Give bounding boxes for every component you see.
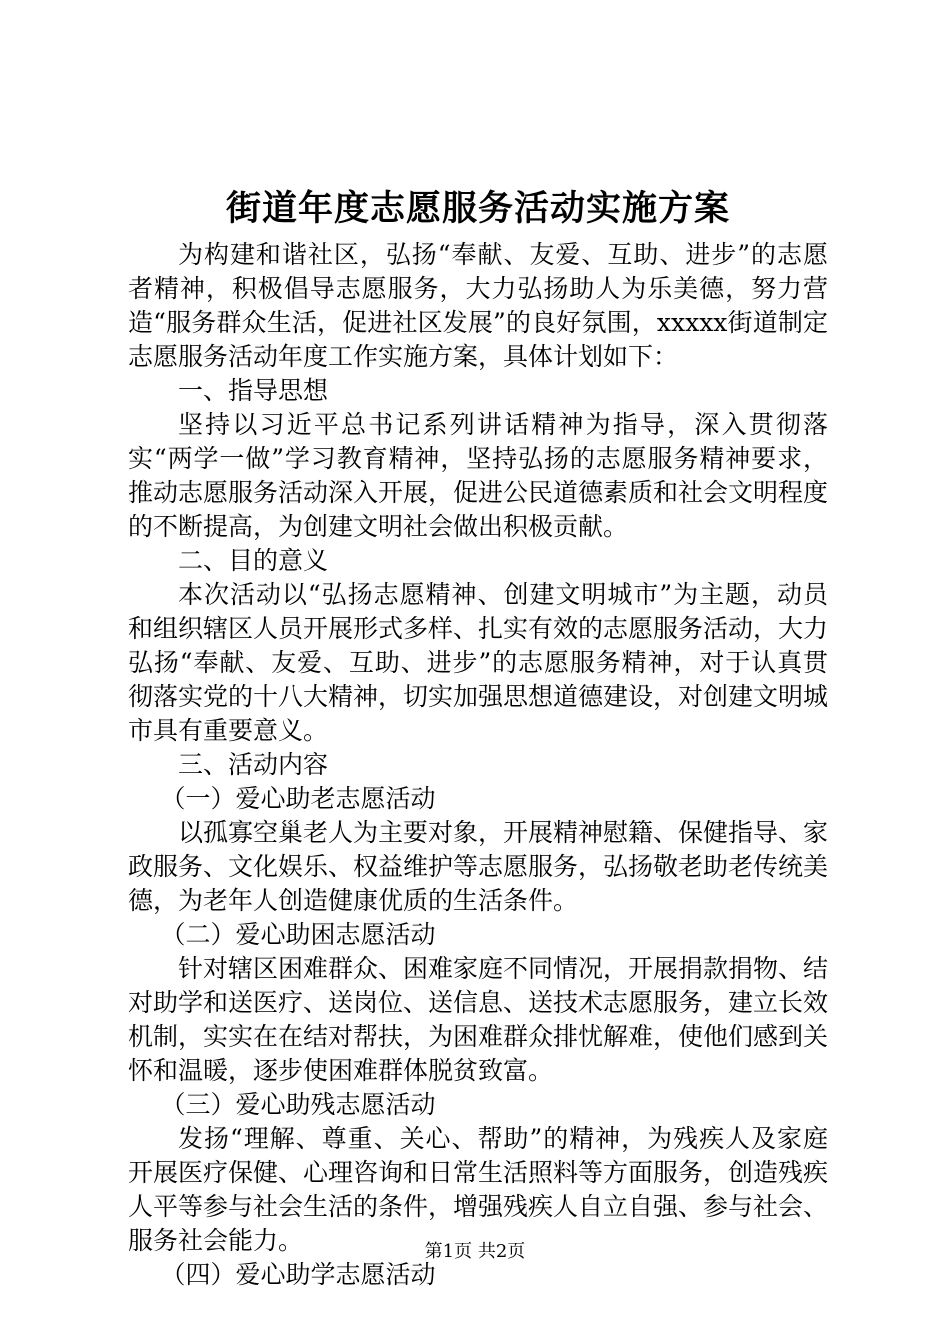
intro-paragraph: 为构建和谐社区，弘扬“奉献、友爱、互助、进步”的志愿者精神，积极倡导志愿服务，大力弘扬助人为乐美德，努力营造“服务群众生活，促进社区发展”的良好氛围，xxxxx街道制定志愿服务活动年度工作实施方案，具体计划如下： <box>128 240 828 371</box>
subsection-paragraph-disabled: 发扬“理解、尊重、关心、帮助”的精神，为残疾人及家庭开展医疗保健、心理咨询和日常生活照料等方面服务，创造残疾人平等参与社会生活的条件，增强残疾人自立自强、参与社会、服务社会能力。 <box>128 1124 829 1255</box>
document-body <box>128 238 828 1292</box>
page-footer: 第1页 共2页 <box>424 1241 526 1262</box>
subsection-paragraph-elderly: 以孤寡空巢老人为主要对象，开展精神慰籍、保健指导、家政服务、文化娱乐、权益维护等志愿服务，弘扬敬老助老传统美德，为老年人创造健康优质的生活条件。 <box>128 818 829 915</box>
section-paragraph-purpose: 本次活动以“弘扬志愿精神、创建文明城市”为主题，动员和组织辖区人员开展形式多样、扎实有效的志愿服务活动，大力弘扬“奉献、友爱、互助、进步”的志愿服务精神，对于认真贯彻落实党的十八大精神，切实加强思想道德建设，对创建文明城市具有重要意义。 <box>128 580 829 745</box>
subsection-paragraph-poverty: 针对辖区困难群众、困难家庭不同情况，开展捐款捐物、结对助学和送医疗、送岗位、送信息、送技术志愿服务，建立长效机制，实实在在结对帮扶，为困难群众排忧解难，使他们感到关怀和温暖，逐步使困难群体脱贫致富。 <box>128 954 829 1085</box>
subsection-heading-elderly: （一）爱心助老志愿活动 <box>160 784 436 813</box>
section-paragraph-guiding-ideology: 坚持以习近平总书记系列讲话精神为指导，深入贯彻落实“两学一做”学习教育精神，坚持弘扬的志愿服务精神要求，推动志愿服务活动深入开展，促进公民道德素质和社会文明程度的不断提高，为创建文明社会做出积极贡献。 <box>128 410 829 541</box>
subsection-heading-poverty: （二）爱心助困志愿活动 <box>160 920 436 949</box>
section-heading-purpose: 二、目的意义 <box>178 546 329 575</box>
document-page <box>128 180 828 1292</box>
section-heading-guiding-ideology: 一、指导思想 <box>178 376 329 405</box>
subsection-heading-disabled: （三）爱心助残志愿活动 <box>160 1090 436 1119</box>
subsection-heading-education: （四）爱心助学志愿活动 <box>160 1260 436 1289</box>
section-heading-activities: 三、活动内容 <box>178 750 329 779</box>
document-title: 街道年度志愿服务活动实施方案 <box>225 188 730 229</box>
